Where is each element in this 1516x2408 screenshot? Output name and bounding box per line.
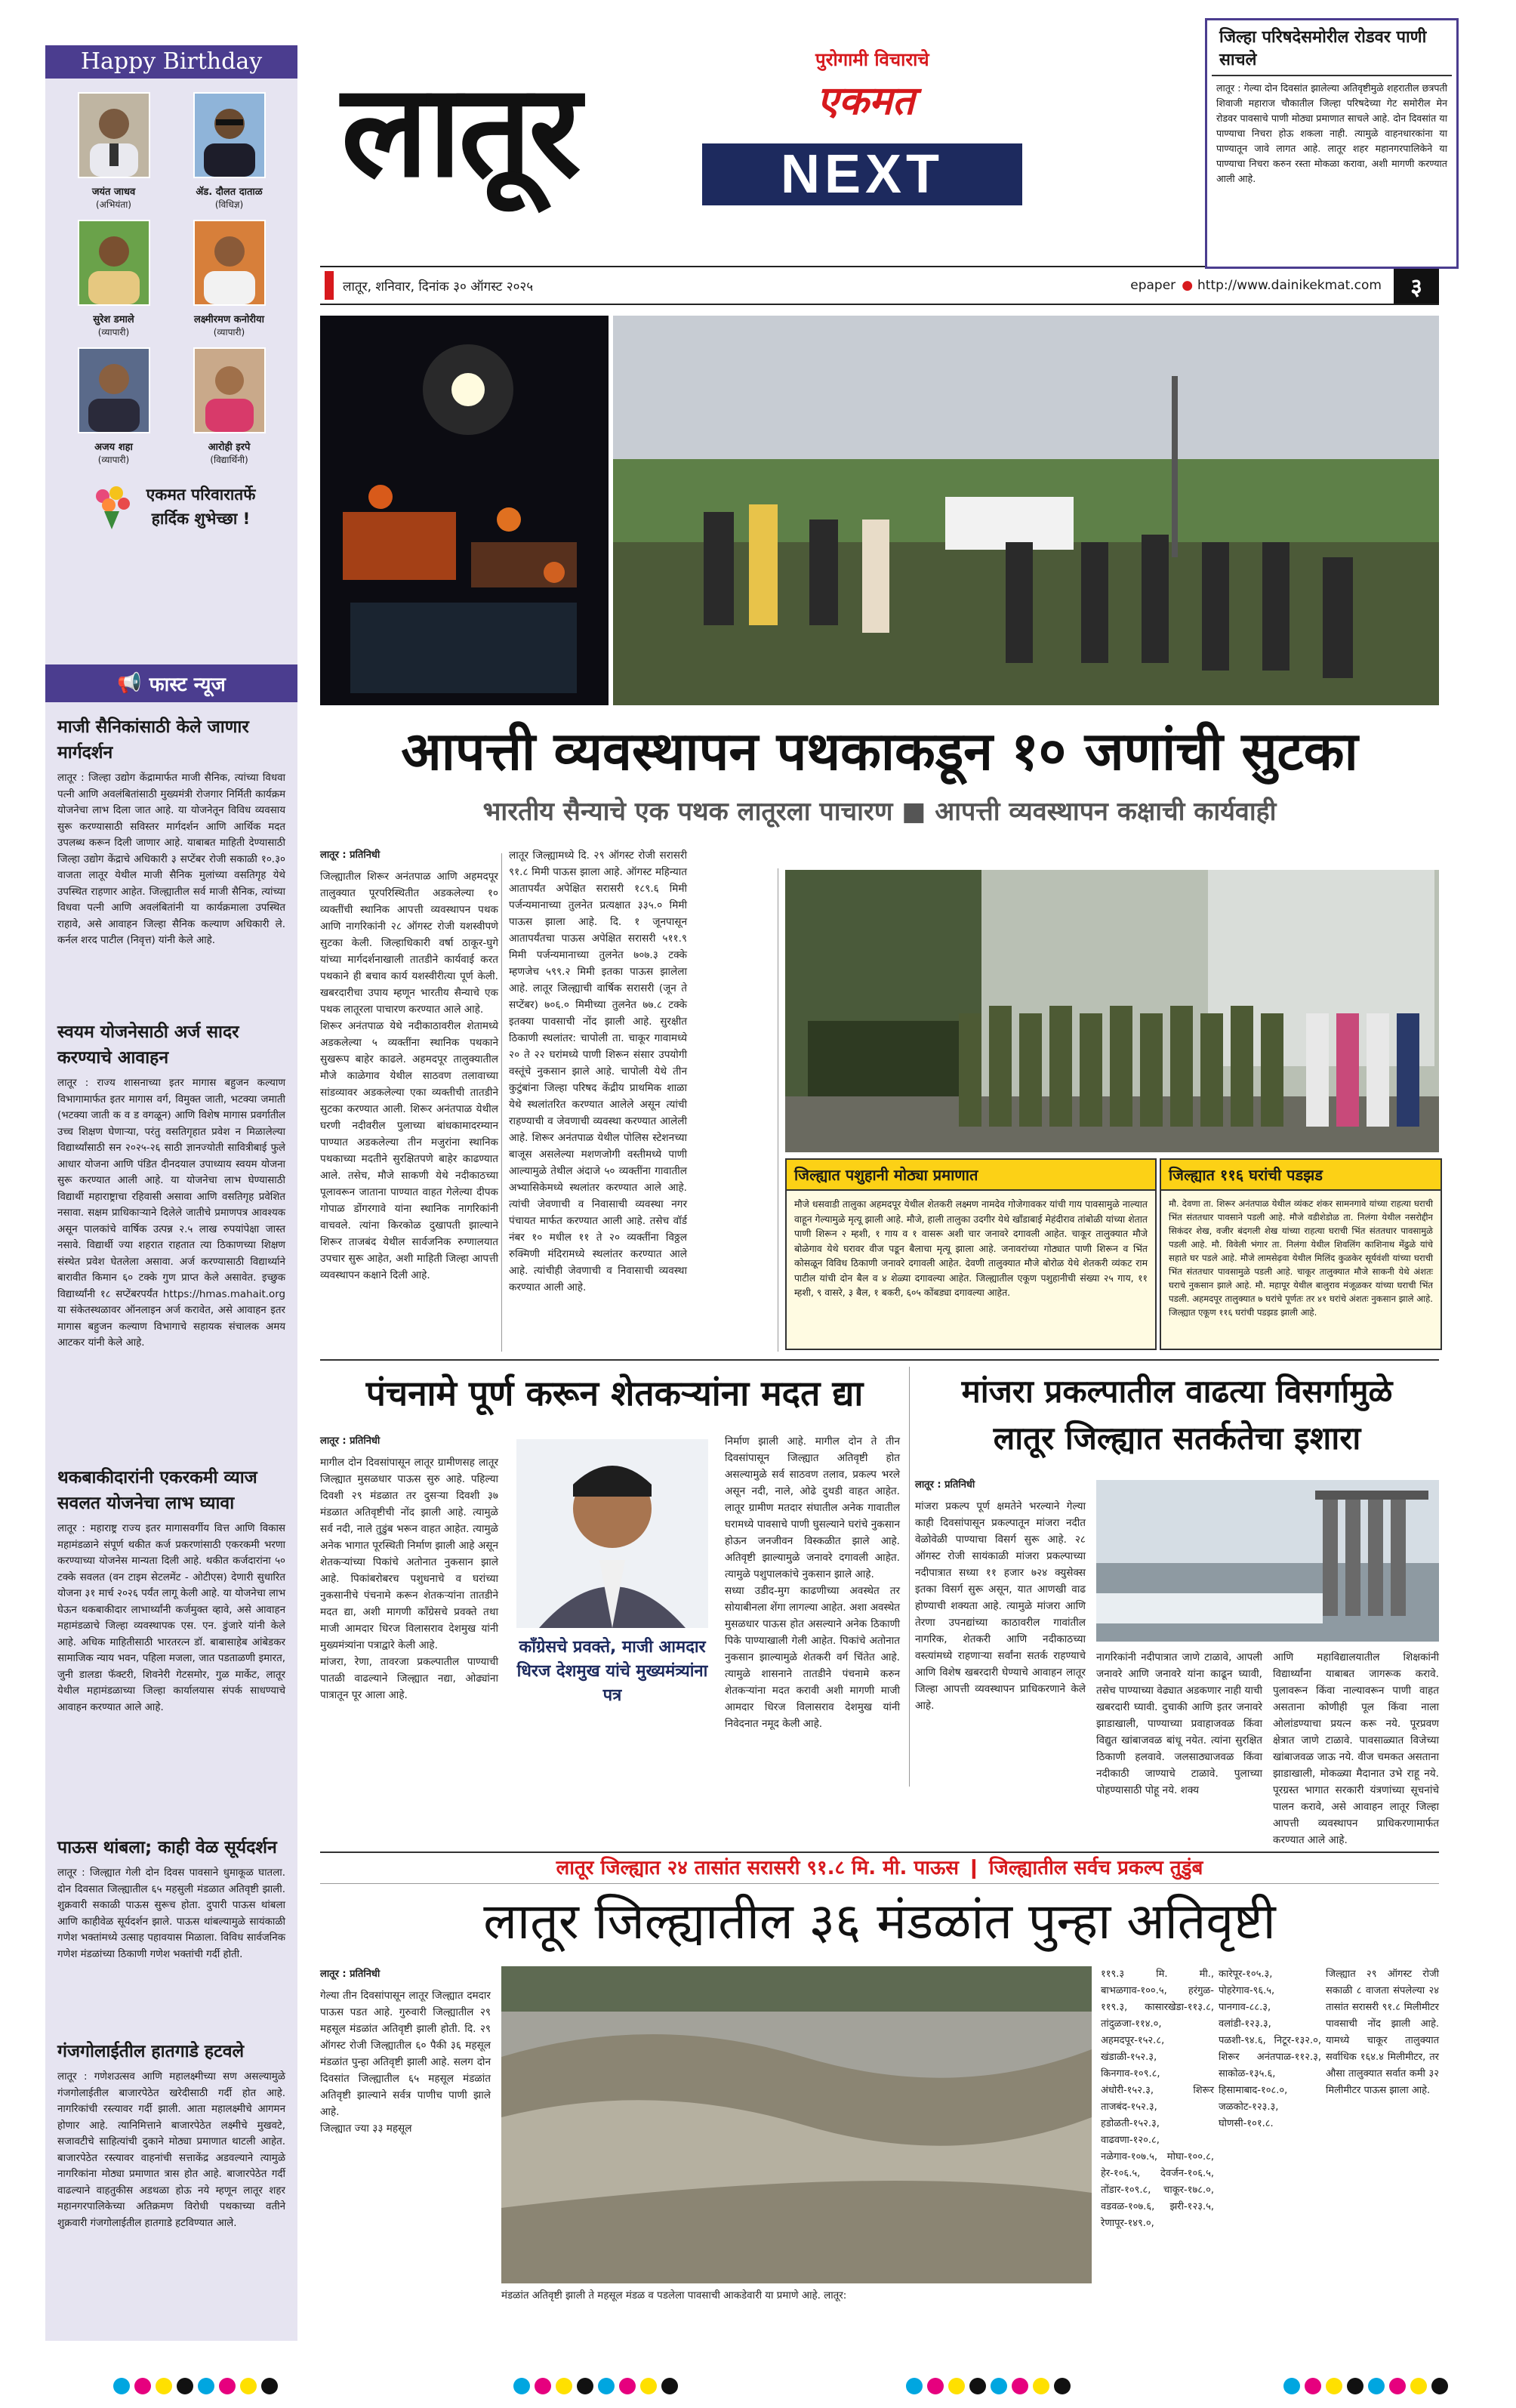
manjara-dam-photo <box>1096 1480 1439 1642</box>
registration-marks <box>513 2378 678 2394</box>
next-logo <box>702 143 1022 205</box>
person-role: (विधिज्ञ) <box>214 199 244 210</box>
person-photo <box>193 92 266 178</box>
wish-line-1: एकमत परिवारातर्फे <box>146 486 256 504</box>
panchname-col2-text: निर्माण झाली आहे. मागील दोन ते तीन दिवसांपासून जिल्ह्यात अतिवृष्टी होत असल्यामुळे सर्व साठवण तलाव, प्रकल्प भरले असून नदी, नाले, ओढे दुथडी वाहत आहेत. लातूर ग्रामीण मतदार संघातील अनेक गावातील घरामध्ये पावसाचे पाणी घुसल्याने घरांचे नुकसान होऊन जनजीवन विस्कळीत झाले आहे. अतिवृष्टी झाल्यामुळे जनावरे दगावली आहेत. त्यामुळे पशुपालकांचे नुकसान झाले आहे. सध्या उडीद-मुग काढणीच्या अवस्थेत तर सोयाबीनला शेंगा लागल्या आहेत. अशा अवस्थेत मुसळधार पाऊस होत असल्याने अनेक ठिकाणी पिके पाण्याखाली गेली आहेत. पिकांचे अतोनात नुकसान झाल्यामुळे शेतकरी वर्ग चिंतेत आहे. त्यामुळे शासनाने तातडीने पंचनामे करुन शेतकऱ्यांना मदत करावी अशी मागणी माजी आमदार धिरज विलासराव देशमुख यांनी निवेदनात नमूद केली आहे. <box>725 1435 900 1730</box>
dateline-bar <box>320 266 1439 305</box>
fast-news-item <box>57 1019 285 1352</box>
top-right-body: लातूर : गेल्या दोन दिवसांत झालेल्या अतिवृष्टीमुळे शहरातील छत्रपती शिवाजी महाराज चौकातील जिल्हा परिषदेच्या गेट समोरील मेन रोडवर पावसाचे पाणी मोठ्या प्रमाणात साचले आहे. दोन दिवसांत या पाण्याचा निचरा होऊ शकला नाही. त्यामुळे वाहनधारकांना या पाण्यातून जावे लागत आहे. लातूर शहर महानगरपालिकेने या पाण्याचा निचरा करुन रस्ता मोकळा करावा, अशी मागणी करण्यात आली आहे. <box>1216 82 1447 184</box>
manjara-col2-text: नागरिकांनी नदीपात्रात जाणे टाळावे, आपली जनावरे आणि जनावरे यांना काढून घ्यावी, तसेच पाण्याच्या वेढ्यात अडकणार नाही याची खबरदारी घ्यावी. दुचाकी आणि इतर जनावरे झाडाखाली, पाण्याच्या प्रवाहाजवळ किंवा विद्युत खांबाजवळ बांधू नयेत. त्यांना सुरक्षित ठिकाणी हलवावे. जलसाठ्याजवळ किंवा नदीकाठी जाण्याचे टाळावे. पुलाच्या पोहण्यासाठी पोहू नये. शक्य <box>1096 1651 1262 1796</box>
fast-news-item <box>57 1835 285 1962</box>
top-right-title: जिल्हा परिषदेसमोरील रोडवर पाणी साचले <box>1212 20 1452 76</box>
panchname-column-2 <box>725 1433 900 1732</box>
dateline-text: लातूर, शनिवार, दिनांक ३० ऑगस्ट २०२५ <box>343 279 534 294</box>
person-name: अजय शहा <box>94 442 133 453</box>
left-sidebar <box>45 45 297 2341</box>
page-number: ३ <box>1394 267 1439 304</box>
house-damage-box <box>1160 1158 1442 1350</box>
column-divider <box>501 853 502 1352</box>
rain-byline: लातूर : प्रतिनिधी <box>320 1969 381 1980</box>
lead-col1-text: जिल्ह्यातील शिरूर अनंतपाळ आणि अहमदपूर तालुक्यात पूरपरिस्थितीत अडकलेल्या १० व्यक्तींची स्थानिक आपत्ती व्यवस्थापन पथक आणि नागरिकांनी २८ ऑगस्ट रोजी यशस्वीपणे सुटका केली. जिल्हाधिकारी वर्षा ठाकूर-घुगे यांच्या मार्गदर्शनाखाली तातडीने कार्यवाई करत पथकाने ही बचाव कार्य यशस्वीरीत्या पूर्ण केली. खबरदारीचा उपाय म्हणून भारतीय सैन्याचे एक पथक लातूरला पाचारण करण्यात आले आहे. शिरूर अनंतपाळ येथे नदीकाठावरील शेतामध्ये अडकलेल्या ५ व्यक्तींना स्थानिक पथकाने सुखरूप बाहेर काढले. अहमदपूर तालुक्यातील मौजे काळेगाव येथील साठवण तलावाच्या सांडव्यावर अडकलेल्या एका व्यक्तीची तातडीने सुटका करण्यात आली. शिरूर अनंतपाळ येथील घरणी नदीवरील पुलाच्या बांधकामादरम्यान पाण्यात अडकलेल्या तीन मजुरांना स्थानिक पथकाच्या मदतीने सुरक्षितपणे बाहेर काढण्यात आले. तसेच, मौजे साकणी येथे नदीकाठच्या पूलावरून जाताना पाण्यात वाहत गेलेल्या दीपक गोपाळ डोंगरगावे यांना स्थानिक नागरिकांनी वाचवले. त्यांना किरकोळ दुखापती झाल्याने शिरूर ताजबंद येथील सार्वजनिक रुग्णालयात उपचार सुरू आहेत, अशी माहिती जिल्हा आपत्ती व्यवस्थापन कक्षाने दिली आहे. <box>320 871 498 1281</box>
lead-column-1 <box>320 847 498 1284</box>
person-photo <box>78 92 150 178</box>
masthead-brand: एकमत <box>817 79 915 124</box>
lead-col2-text: लातूर जिल्ह्यामध्ये दि. २९ ऑगस्ट रोजी सरासरी ९१.८ मिमी पाऊस झाला आहे. ऑगस्ट महिन्यात आतापर्यंत अपेक्षित सरासरी १८९.६ मिमी पर्जन्यमानाच्या तुलनेत प्रत्यक्षात ३३५.० मिमी पाऊस झाला आहे. दि. १ जूनपासून आतापर्यंतचा पाऊस अपेक्षित सरासरी ५११.९ मिमी पर्जन्यमानाच्या तुलनेत ७०७.३ टक्के म्हणजेच ५९९.२ मिमी इतका पाऊस झालेला आहे. लातूर जिल्ह्याची वार्षिक सरासरी (जून ते सप्टेंबर) ७०६.० मिमीच्या तुलनेत ७७.८ टक्के इतक्या पावसाची नोंद झाली आहे. सुरक्षीत ठिकाणी स्थलांतर: चापोली ता. चाकूर गावामध्ये २० ते २२ घरांमध्ये पाणी शिरून संसार उपयोगी वस्तूंचे नुकसान झाले आहे. चापोली येथे तीन कुटुंबांना जिल्हा परिषद केंद्रीय प्राथमिक शाळा येथे स्थलांतरित करण्यात आलेले असून त्यांची राहण्याची व जेवणाची व्यवस्था करण्यात आलेली आहे. शिरूर अनंतपाळ येथील पोलिस स्टेशनच्या बाजूस असलेल्या मशणजोगी वस्तीमध्ये पाणी आल्यामुळे तेथील अंदाजे ५० व्यक्तींना गावातील अभ्यासिकेमध्ये स्थलांतर करण्यात आले आहे. त्यांची जेवणाची व निवासाची व्यवस्था नगर पंचायत मार्फत करण्यात आली आहे. तसेच वॉर्ड नंबर १० मधील ११ ते २० व्यक्तींना विठ्ठल रुक्मिणी मंदिरामध्ये स्थलांतर करण्यात आले आहे. त्यांचीही जेवणाची व निवासाची व्यवस्था करण्यात आली आहे. <box>509 849 687 1293</box>
manjara-headline-1: मांजरा प्रकल्पातील वाढत्या विसर्गामुळे <box>961 1373 1393 1410</box>
fast-news-item-body: लातूर : राज्य शासनाच्या इतर मागास बहुजन कल्याण विभागामार्फत इतर मागास वर्ग, विमुक्त जाती, भटक्या जमाती (भटक्या जाती क व ड वगळून) आणि विशेष मागास प्रवर्गातील उच्च शिक्षण घेणाऱ्या, परंतु वसतिगृहात प्रवेश न मिळालेल्या विद्यार्थ्यांसाठी सन २०२५-२६ साठी ज्ञानज्योती सावित्रीबाई फुले आधार योजना आणि पंडित दीनदयाल उपाध्याय स्वयम योजना सुरू करण्यात आली आहे. या योजनेचा लाभ घेण्यासाठी विद्यार्थी महाराष्ट्राचा रहिवासी असावा आणि वसतिगृह प्रवेशित नसावा. सक्षम प्राधिकाऱ्याने दिलेले जातीचे प्रमाणपत्र आवश्यक असून पालकांचे वार्षिक उत्पन्न २.५ लाख रुपयांपेक्षा जास्त नसावे. विद्यार्थी ज्या शहरात राहतात त्या ठिकाणच्या शिक्षण संस्थेत प्रवेश घेतलेला असावा. अर्ज करण्यासाठी विद्यार्थ्याने बारावीत किमान ६० टक्के गुण प्राप्त केले असावेत. इच्छुक विद्यार्थ्यांनी १८ सप्टेंबरपर्यंत https://hmas.mahait.org या संकेतस्थळावर ऑनलाइन अर्ज करावेत, असे आवाहन इतर मागास बहुजन कल्याण विभागाचे सहायक संचालक अमय आटकर यांनी केले आहे. <box>57 1078 285 1349</box>
birthday-grid <box>45 79 297 466</box>
birthday-person <box>56 347 171 466</box>
manjara-col3-text: आणि महाविद्यालयातील शिक्षकांनी विद्यार्थ्यांना याबाबत जागरूक करावे. पुलावरून किंवा नाल्यावरून पाणी वाहत असताना कोणीही पूल किंवा नाला ओलांडण्याचा प्रयत्न करू नये. पूरप्रवण क्षेत्रात जाणे टाळावे. पावसाळ्यात विजेच्या खांबाजवळ जाऊ नये. वीज चमकत असताना झाडाखाली, मोकळ्या मैदानात उभे राहू नये. पूरग्रस्त भागात सरकारी यंत्रणांच्या सूचनांचे पालन करावे, असे आवाहन लातूर जिल्हा आपत्ती व्यवस्थापन प्राधिकरणामार्फत करण्यात आले आहे. <box>1273 1651 1439 1846</box>
rain-headline: लातूर जिल्ह्यातील ३६ मंडळांत पुन्हा अतिवृष्टी <box>483 1892 1276 1950</box>
wish-block <box>45 483 297 531</box>
person-photo <box>193 347 266 433</box>
masthead-logo: लातूर <box>341 57 578 206</box>
animal-loss-title: जिल्ह्यात पशुहानी मोठ्या प्रमाणात <box>787 1160 1155 1191</box>
manjara-column-3 <box>1273 1649 1439 1848</box>
lead-headline: आपत्ती व्यवस्थापन पथकाकडून १० जणांची सुटका <box>401 720 1358 782</box>
globe-icon: ● <box>1182 278 1194 293</box>
manjara-headline-2: लातूर जिल्ह्यात सतर्कतेचा इशारा <box>993 1420 1361 1457</box>
person-photo <box>193 220 266 306</box>
animal-loss-box <box>785 1158 1157 1350</box>
person-name: सुरेश डमाले <box>93 314 134 325</box>
flood-inspection-photo <box>613 316 1439 705</box>
person-photo <box>78 220 150 306</box>
fast-news-item-title: पाऊस थांबला; काही वेळ सूर्यदर्शन <box>57 1838 277 1858</box>
flower-bouquet-icon <box>88 483 136 531</box>
person-role: (व्यापारी) <box>97 327 130 338</box>
person-photo <box>78 347 150 433</box>
rain-column-1 <box>320 1966 491 2137</box>
rain-table-3: जिल्ह्यात २९ ऑगस्ट रोजी सकाळी ८ वाजता संपलेल्या २४ तासांत सरासरी ९१.८ मिलीमीटर पावसाची नोंद झाली आहे. यामध्ये चाकूर तालुक्यात सर्वाधिक १६४.४ मिलीमीटर, तर औसा तालुक्यात सर्वात कमी ३२ मिलीमीटर पाऊस झाला आहे. <box>1326 1969 1439 2096</box>
fast-news-item-body: लातूर : महाराष्ट्र राज्य इतर मागासवर्गीय वित्त आणि विकास महामंडळाने संपूर्ण थकीत कर्ज प्रकरणांसाठी एकरकमी भरणा करण्याच्या योजनेस मान्यता दिली आहे. थकीत कर्जदारांना ५० टक्के सवलत (वन टाइम सेटलमेंट - ओटीएस) देणारी सुधारित योजना ३१ मार्च २०२६ पर्यंत लागू केली आहे. या योजनेचा लाभ घेऊन थकबाकीदार लाभार्थ्यांनी कर्जमुक्त व्हावे, असे आवाहन महामंडळाचे जिल्हा व्यवस्थापक एस. एन. डुंजारे यांनी केले आहे. अधिक माहितीसाठी भारतरत्न डॉ. बाबासाहेब आंबेडकर सामाजिक न्याय भवन, पहिला मजला, जात पडताळणी इमारत, जुनी डालडा फॅक्टरी, शिवनेरी गेटसमोर, गुळ मार्केट, लातूर येथील महामंडळाच्या जिल्हा कार्यालयास संपर्क साधण्याचे आवाहन करण्यात आले आहे. <box>57 1523 285 1713</box>
fast-news-item <box>57 2039 285 2231</box>
panchname-byline: लातूर : प्रतिनिधी <box>320 1435 381 1447</box>
masthead-tagline: पुरोगामी विचाराचे <box>815 49 929 70</box>
fast-news-item <box>57 1465 285 1716</box>
birthday-person <box>171 92 287 211</box>
website-link[interactable]: http://www.dainikekmat.com <box>1197 278 1382 293</box>
fast-news-item-title: माजी सैनिकांसाठी केले जाणार मार्गदर्शन <box>57 717 249 763</box>
epaper-label: epaper <box>1130 278 1176 293</box>
manjara-column-2 <box>1096 1649 1262 1799</box>
person-role: (व्यापारी) <box>213 327 245 338</box>
fast-news-item-title: गंजगोलाईतील हातगाडे हटवले <box>57 2042 245 2061</box>
section-divider <box>320 1359 1439 1361</box>
wish-line-2: हार्दिक शुभेच्छा ! <box>151 510 251 528</box>
fast-news-title: फास्ट न्यूज <box>149 674 226 696</box>
birthday-person <box>56 220 171 338</box>
person-name: आरोही इरपे <box>208 442 251 453</box>
rescue-night-photo <box>320 316 609 705</box>
panchname-column-1 <box>320 1433 498 1703</box>
person-role: (व्यापारी) <box>97 455 130 465</box>
house-damage-title: जिल्ह्यात ११६ घरांची पडझड <box>1161 1160 1441 1191</box>
panchname-col1-text: मागील दोन दिवसांपासून लातूर ग्रामीणसह लातूर जिल्ह्यात मुसळधार पाऊस सुरु आहे. पहिल्या दिवशी २९ मंडळात तर दुसऱ्या दिवशी ३७ मंडळात अतिवृष्टीची नोंद झाली आहे. त्यामुळे सर्व नदी, नाले तुडुंब भरून वाहत आहेत. त्यामुळे अनेक भागात पूरस्थिती निर्माण झाली आहे असून शेतकऱ्यांच्या पिकांचे अतोनात नुकसान झाले आहे. पिकांबरोबरच पशुधनाचे व घरांच्या नुकसानीचे पंचनामे करून शेतकऱ्यांना तातडीने मदत द्या, अशी मागणी काँग्रेसचे प्रवक्ते तथा माजी आमदार धिरज विलासराव देशमुख यांनी मुख्यमंत्र्यांना पत्राद्वारे केली आहे. मांजरा, रेणा, तावरजा प्रकल्पातील पाण्याची पातळी वाढल्याने जिल्ह्यात नद्या, ओढ्यांना पात्रातून पूर आला आहे. <box>320 1457 498 1701</box>
flood-river-photo <box>501 1966 1092 2283</box>
next-logo-text: NEXT <box>780 144 944 205</box>
fast-news-item-title: थकबाकीदारांनी एकरकमी व्याज सवलत योजनेचा लाभ घ्यावा <box>57 1468 257 1513</box>
rain-photo-caption: मंडळांत अतिवृष्टी झाली ते महसूल मंडळ व पडलेला पावसाची आकडेवारी या प्रमाणे आहे. लातूर: <box>501 2290 847 2302</box>
manjara-col1-text: मांजरा प्रकल्प पूर्ण क्षमतेने भरल्याने गेल्या काही दिवसांपासून प्रकल्पातून मांजरा नदीत वेळोवेळी पाण्याचा विसर्ग सुरू आहे. २८ ऑगस्ट रोजी सायंकाळी मांजरा प्रकल्पाच्या नदीपात्रात सध्या ११ हजार ७२४ क्युसेक्स इतका विसर्ग सुरू असून, यात आणखी वाढ होण्याची शक्यता आहे. त्यामुळे मांजरा आणि तेरणा उपनद्यांच्या काठावरील गावांतील नागरिक, शेतकरी आणि नदीकाठच्या वस्त्यांमध्ये राहणाऱ्या सर्वांना सतर्क राहण्याचे आणि विशेष खबरदारी घेण्याचे आवाहन लातूर जिल्हा आपत्ती व्यवस्थापन प्राधिकरणाने केले आहे. <box>915 1500 1086 1712</box>
lead-column-2 <box>509 847 687 1296</box>
person-name: लक्ष्मीरमण कनोरीया <box>194 314 264 325</box>
fast-news-item-title: स्वयम योजनेसाठी अर्ज सादर करण्याचे आवाहन <box>57 1022 239 1068</box>
birthday-person <box>56 92 171 211</box>
fast-news-item <box>57 714 285 949</box>
registration-marks <box>113 2378 278 2394</box>
dateline-marker <box>325 271 334 300</box>
fast-news-item-body: लातूर : जिल्ह्यात गेली दोन दिवस पावसाने धुमाकूळ घातला. दोन दिवसात जिल्ह्यातील ६५ महसुली मंडळात अतिवृष्टी झाली. शुक्रवारी सकाळी पाऊस सुरूच होता. दुपारी पाऊस थांबला आणि काहीवेळ सूर्यदर्शन झाले. पाऊस थांबल्यामुळे सायंकाळी गणेश भक्तांमध्ये उत्साह पहावयास मिळाला. विविध सार्वजनिक गणेश मंडळांच्या ठिकाणी गणेश भक्तांची गर्दी होती. <box>57 1867 285 1960</box>
house-damage-body: मौ. देवणा ता. शिरूर अनंतपाळ येथील व्यंकट शंकर सामनगावे यांच्या राहत्या घराची भिंत संततधार पावसाने पडली आहे. मौजे वडीशेडोळ ता. निलंगा येथील नसरोद्दीन सिकंदर शेख, वजीर बंदगली शेख यांच्या राहत्या घराची भिंत संततधार पावसामुळे पडली आहे. मौ. विवेली भंगार ता. निलंगा येथील शिवलिंग काशिनाथ मेंढुळे यांचे सहाते घर पडले आहे. मौजे लामसेढ़वा येथील मिलिंद कुळकेर सूर्यवंशी यांच्या घराची भिंत संततधार पावसामुळे पडली आहे. चाकूर तालुक्यात मौजे साकनी येथे अंशतः घराचे नुकसान झाले आहे. मौ. महापूर येथील बालुराव मंजूळकर यांच्या घराची भिंत पडली. अहमदपूर तालुक्यात ७ घरांचे पूर्णतः तर ४१ घरांचे अंशतः नुकसान झाले आहे. जिल्ह्यात एकूण ११६ घरांची पडझड झाली आहे. <box>1169 1198 1433 1318</box>
lead-subhead: भारतीय सैन्याचे एक पथक लातूरला पाचारण ■ आपत्ती व्यवस्थापन कक्षाची कार्यवाही <box>482 797 1277 827</box>
bullhorn-icon: 📢 <box>117 672 142 695</box>
lead-byline: लातूर : प्रतिनिधी <box>320 849 381 861</box>
fast-news-item-body: लातूर : जिल्हा उद्योग केंद्रामार्फत माजी सैनिक, त्यांच्या विधवा पत्नी आणि अवलंबितांसाठी मुख्यमंत्री रोजगार निर्मिती कार्यक्रम योजनेचा लाभ दिला जात आहे. या योजनेतून विविध व्यवसाय सुरू करण्यासाठी सविस्तर मार्गदर्शन आणि आर्थिक मदत उपलब्ध करून दिली जाणार आहे. याबाबत माहिती देण्यासाठी जिल्हा उद्योग केंद्राचे अधिकारी ३ सप्टेंबर रोजी सकाळी १०.३० वाजता लातूर येथील माजी सैनिक मुलांच्या वसतिगृह येथे उपस्थित राहणार आहेत. जिल्ह्यातील सर्व माजी सैनिक, त्यांच्या विधवा पत्नी आणि अवलंबितांनी या कार्यक्रमाला उपस्थित राहावे, असे आवाहन जिल्हा सैनिक कल्याण अधिकारी ले. कर्नल शरद पाटील (निवृत्त) यांनी केले आहे. <box>57 772 285 946</box>
birthday-title: Happy Birthday <box>45 45 297 79</box>
person-role: (विद्यार्थिनी) <box>210 455 248 465</box>
dhiraj-deshmukh-photo <box>516 1439 708 1628</box>
manjara-byline: लातूर : प्रतिनिधी <box>915 1479 975 1491</box>
panchname-headline: पंचनामे पूर्ण करून शेतकऱ्यांना मदत द्या <box>365 1373 864 1414</box>
column-divider <box>909 1367 910 1787</box>
panchname-caption: काँग्रेसचे प्रवक्ते, माजी आमदार धिरज देशमुख यांचे मुख्यमंत्र्यांना पत्र <box>516 1638 708 1705</box>
rain-table-1: ११९.३ मि. मी., बाभळगाव-१००.५, हरंगुळ- ११९.३, कासारखेडा-११३.८, तांदुळजा-११४.०, अहमदपूर-१५२.८, खंडाळी-१५२.३, किनगाव-१०९.८, अंधोरी-१५२.३, शिरूर ताजबंद-१५२.३, हडोळती-१५२.३, वाढवणा-१२०.८, नळेगाव-१०७.५, मोघा-१००.८, हेर-१०६.५, देवर्जन-१०६.५, तोंडार-१०९.८, चाकूर-१७८.०, वडवळ-१०७.६, झरी-१२३.५, रेणापूर-१४९.०, <box>1101 1969 1214 2229</box>
person-name: जयंत जाधव <box>91 187 136 198</box>
rain-table-2: कारेपूर-१०५.३, पोहरेगाव-९६.५, पानगाव-८८.३, वलांडी-१२३.३, पळशी-९४.६, निटूर-१३२.०, शिरूर अनंतपाळ-११२.३, साकोळ-१३५.६, हिसामाबाद-१०८.०, जळकोट-१२३.३, घोणसी-१०१.८. <box>1219 1969 1321 2129</box>
fast-news-item-body: लातूर : गणेशउत्सव आणि महालक्ष्मीच्या सण असल्यामुळे गंजगोलाईतील बाजारपेठेत खरेदीसाठी गर्दी होत आहे. नागरिकांची रस्त्यावर गर्दी झाली. आता महालक्ष्मीचे आगमन होणार आहे. त्यानिमित्ताने बाजारपेठेत लक्ष्मीचे मुखवटे, सजावटीचे साहित्यांची दुकाने मोठ्या प्रमाणात थाटली आहेत. बाजारपेठेत रस्त्यावर वाहनांची सत्ताकेंद्र अडवल्याने त्यामुळे नागरिकांना मोठ्या प्रमाणात त्रास होत आहे. बाजारपेठेत गर्दी वाढल्याने वाहतुकीस अडथळा होऊ नये म्हणून लातूर शहर महानगरपालिकेच्या अतिक्रमण विरोधी पथकाच्या वतीने शुक्रवारी गंजगोलाईतील हातगाडे हटविण्यात आले. <box>57 2071 285 2229</box>
person-name: ॲड. दौलत दाताळ <box>196 187 263 198</box>
fast-news-header <box>45 664 297 702</box>
animal-loss-body: मौजे धसवाडी तालुका अहमदपूर येथील शेतकरी लक्ष्मण नामदेव गोजेगावकर यांची गाय पावसामुळे नाल्यात वाहून गेल्यामुळे मृत्यू झाली आहे. मौजे, हाली तालुका उदगीर येथे खाँडाबाई मेहंदीराव तांबोळी यांच्या शेतात पाणी शिरून २ म्हशी, १ गाय व १ वासरू अशी चार जनावरे दगावली आहेत. चाकूर तालुक्यात मौजे बोळेगाव येथे घरावर वीज पडून बैलाचा मृत्यू झाला आहे. जनावरांच्या गोठ्यात पाणी शिरून व भिंत कोसळून विविध ठिकाणी जनावरे दगावली आहेत. देवणी तालुक्यात मौजे बोरोळ येथे शेतकरी व्यंकट राम पाटील यांची दोन बैल व ४ शेळ्या दगावल्या आहेत. जिल्ह्यातील एकूण पशुहानीची संख्या २५ गाय, ११ म्हशी, ९ वासरे, ३ बैल, १ बकरी, ६०५ कोंबड्या दगावल्या आहेत. <box>794 1198 1148 1298</box>
manjara-column-1 <box>915 1477 1086 1714</box>
rain-col1-text: गेल्या तीन दिवसांपासून लातूर जिल्ह्यात दमदार पाऊस पडत आहे. गुरुवारी जिल्ह्यातील २९ महसूल मंडळांत अतिवृष्टी झाली होती. दि. २९ ऑगस्ट रोजी जिल्ह्यातील ६० पैकी ३६ महसूल मंडळांत पुन्हा अतिवृष्टी झाली आहे. सलग दोन दिवसांत जिल्ह्यातील ६५ महसूल मंडळांत अतिवृष्टी झाल्याने सर्वत्र पाणीच पाणी झाले आहे. जिल्ह्यात ज्या ३३ महसूल <box>320 1990 491 2135</box>
army-team-photo <box>785 870 1439 1152</box>
top-right-news-box <box>1205 18 1459 269</box>
registration-marks <box>1283 2378 1448 2394</box>
rain-strapline: लातूर जिल्ह्यात २४ तासांत सरासरी ९१.८ मि. मी. पाऊस ❙ जिल्ह्यातील सर्वच प्रकल्प तुडुंब <box>320 1851 1439 1884</box>
birthday-person <box>171 347 287 466</box>
registration-marks <box>906 2378 1071 2394</box>
person-role: (अभियंता) <box>96 199 131 210</box>
birthday-person <box>171 220 287 338</box>
